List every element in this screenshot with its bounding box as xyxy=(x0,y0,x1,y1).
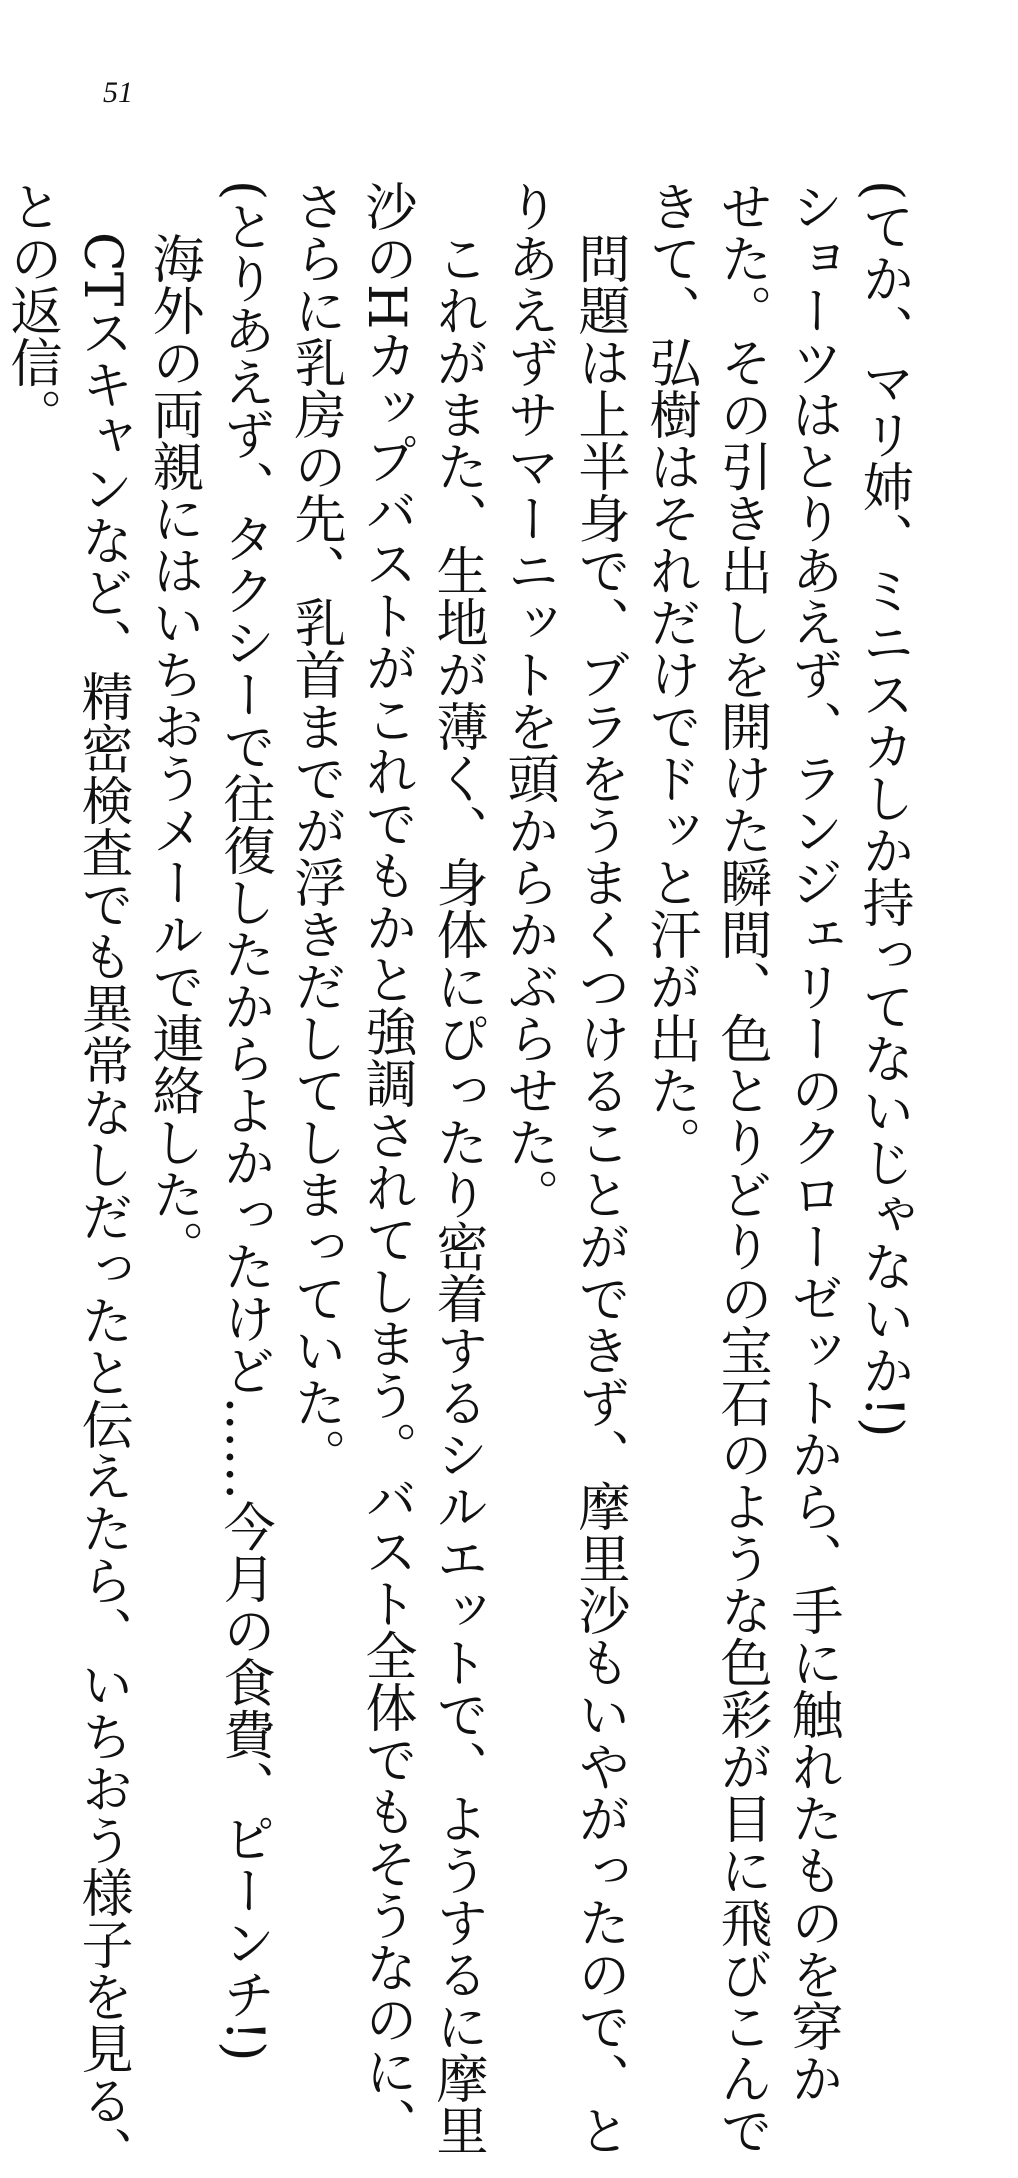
text-line: (てか、マリ姉、ミニスカしか持ってないじゃないか!) xyxy=(853,180,913,1438)
text-line: との返信。 xyxy=(1,180,61,440)
text-line: 問題は上半身で、ブラをうまくつけることができず、摩里沙もいやがったので、と xyxy=(569,232,629,2156)
text-line: 沙のHカップバストがこれでもかと強調されてしまう。バスト全体でもそうなのに、 xyxy=(356,180,416,2150)
body-text xyxy=(1,180,918,2178)
text-line: ショーツはとりあえず、ランジェリーのクローゼットから、手に触れたものを穿か xyxy=(782,180,842,2104)
text-line: さらに乳房の先、乳首までが浮きだしてしまっていた。 xyxy=(285,180,345,1480)
text-line: 海外の両親にはいちおうメールで連絡した。 xyxy=(143,232,203,1272)
text-line: CTスキャンなど、精密検査でも異常なしだったと伝えたら、いちおう様子を見る、 xyxy=(72,232,132,2178)
text-line: これがまた、生地が薄く、身体にぴったり密着するシルエットで、ようするに摩里 xyxy=(427,232,487,2156)
page-number: 51 xyxy=(103,76,133,109)
text-line: きて、弘樹はそれだけでドッと汗が出た。 xyxy=(640,180,700,1168)
text-line: りあえずサマーニットを頭からかぶらせた。 xyxy=(498,180,558,1220)
text-line: せた。その引き出しを開けた瞬間、色とりどりの宝石のような色彩が目に飛びこんで xyxy=(711,180,771,2156)
text-line: (とりあえず、タクシーで往復したからよかったけど……今月の食費、ピーンチ!) xyxy=(214,180,274,2062)
